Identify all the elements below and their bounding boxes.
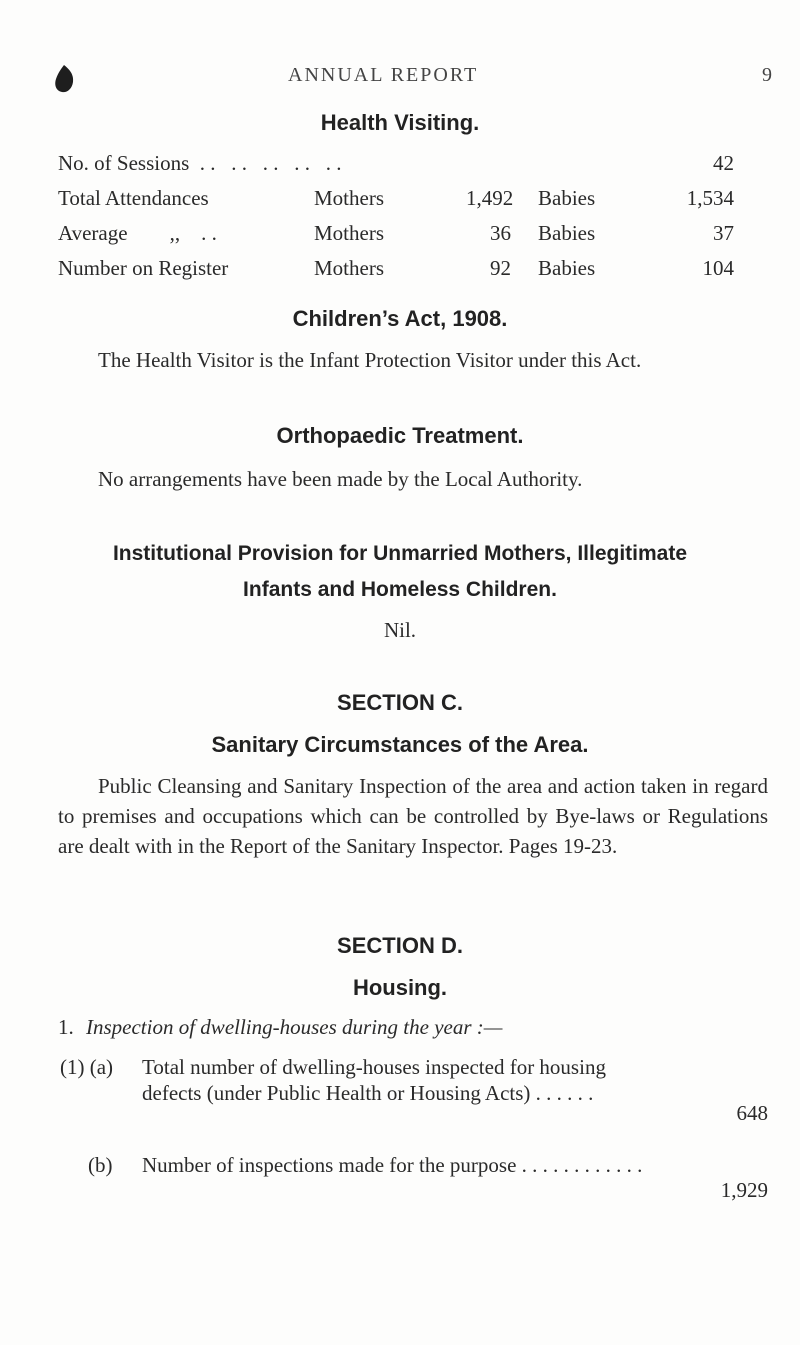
sub-item-b-value: 1,929 [720, 1178, 768, 1202]
table-row [58, 221, 768, 251]
childrens-act-text: The Health Visitor is the Infant Protection Visitor under this Act. [98, 348, 642, 372]
row-label: Total Attendances [58, 186, 209, 210]
section-d-title: SECTION D. [337, 933, 463, 958]
institutional-value: Nil. [383, 618, 417, 642]
orthopaedic-title: Orthopaedic Treatment. [276, 423, 524, 448]
babies-value: 1,534 [686, 186, 734, 210]
section-c-subtitle: Sanitary Circumstances of the Area. [211, 732, 589, 757]
table-row [58, 151, 768, 181]
item-number: 1. [58, 1015, 74, 1039]
running-head: ANNUAL REPORT [288, 64, 479, 86]
row-label: Average ,, . . [58, 221, 217, 245]
babies-label: Babies [538, 186, 596, 210]
institutional-title-line1: Institutional Provision for Unmarried Mothers, Illegitimate [112, 542, 688, 565]
row-label: No. of Sessions . . . . . . . . . . [58, 151, 342, 175]
sub-item-a-text: Total number of dwelling-houses inspected for housing defects (under Public Health or Housing Acts) . . . . . . [142, 1055, 606, 1105]
page-number: 9 [762, 64, 772, 86]
sub-item-a-value: 648 [736, 1101, 768, 1125]
mothers-label: Mothers [314, 256, 384, 280]
childrens-act-title: Children’s Act, 1908. [292, 306, 508, 331]
row-label: Number on Register [58, 256, 229, 280]
babies-label: Babies [538, 256, 596, 280]
table-row [58, 186, 768, 216]
orthopaedic-text: No arrangements have been made by the Local Authority. [98, 467, 583, 491]
section-c-text: Public Cleansing and Sanitary Inspection of the area and action taken in regard to premises and occupations which can be controlled by Bye-laws or Regulations are dealt with in the Report of the Sanitary Inspector. Pages 19-23. [58, 774, 768, 858]
sub-item-number: (1) (a) [60, 1055, 114, 1079]
institutional-title-line2: Infants and Homeless Children. [243, 578, 557, 601]
mothers-value: 36 [490, 221, 511, 245]
mothers-label: Mothers [314, 186, 384, 210]
mothers-value: 92 [490, 256, 511, 280]
section-d-subtitle: Housing. [352, 975, 448, 1000]
ink-blot-icon [52, 64, 76, 94]
babies-value: 42 [713, 151, 734, 175]
section-c-title: SECTION C. [337, 690, 463, 715]
babies-value: 37 [713, 221, 734, 245]
babies-label: Babies [538, 221, 596, 245]
mothers-label: Mothers [314, 221, 384, 245]
sub-item-b-text: Number of inspections made for the purpose . . . . . . . . . . . . [142, 1153, 643, 1177]
babies-value: 104 [702, 256, 734, 280]
item-title: Inspection of dwelling-houses during the year :— [86, 1015, 503, 1039]
health-visiting-title: Health Visiting. [320, 110, 480, 135]
sub-item-number: (b) [88, 1153, 113, 1177]
table-row [58, 256, 768, 286]
mothers-value: 1,492 [466, 186, 514, 210]
